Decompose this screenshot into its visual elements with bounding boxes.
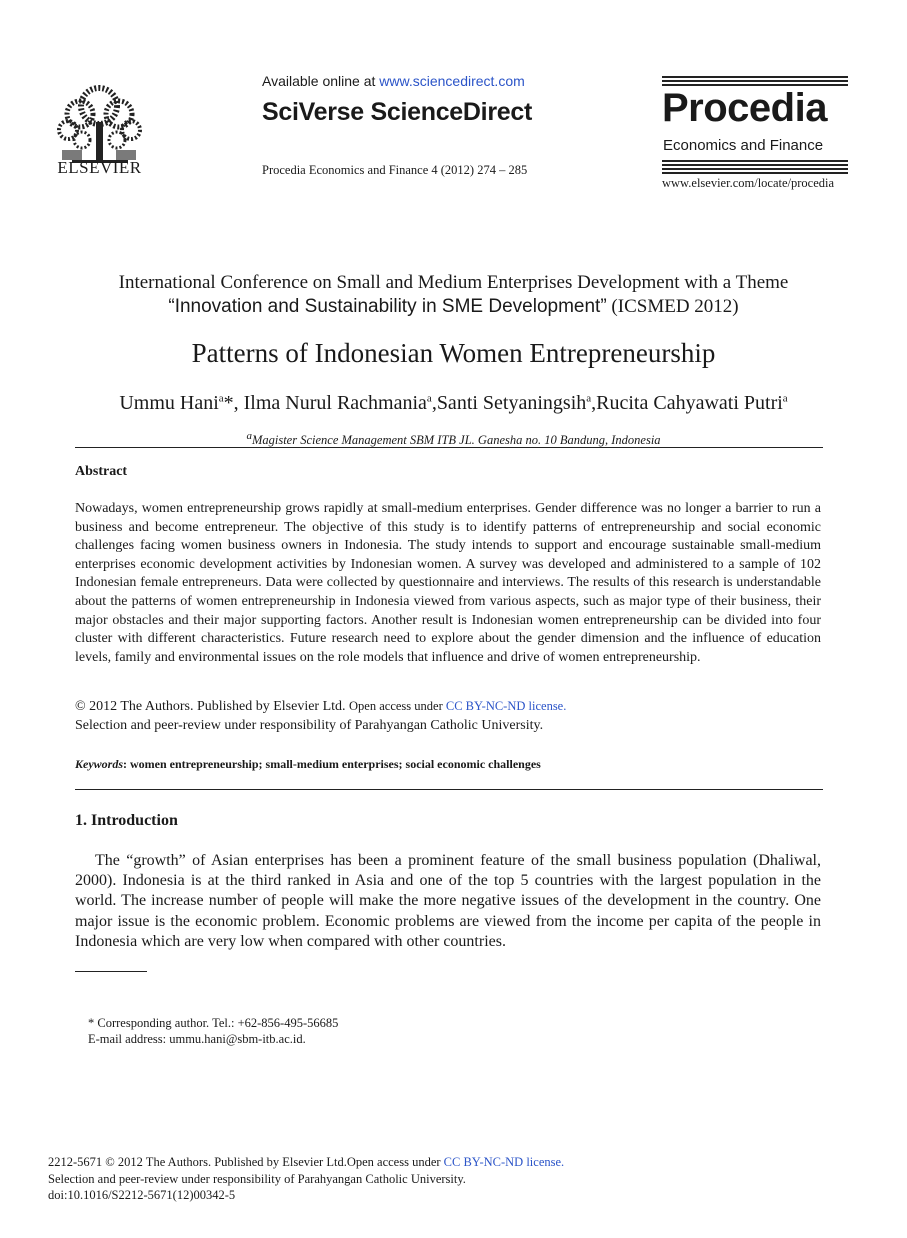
author-separator: *, (223, 392, 244, 414)
author-name: Santi Setyaningsih (436, 392, 587, 414)
copyright-line (75, 699, 566, 715)
available-prefix: Available online at (262, 73, 380, 89)
conference-name: International Conference on Small and Medium Enterprises Development with a Theme (118, 272, 789, 293)
bottom-peer-review: Selection and peer-review under responsibility of Parahyangan Catholic University. (48, 1172, 466, 1186)
author-affiliation-mark: a (426, 392, 432, 405)
author-affiliation-mark: a (782, 392, 788, 405)
introduction-heading: 1. Introduction (75, 812, 178, 829)
author-name: Rucita Cahyawati Putri (596, 392, 783, 414)
abstract-body: Nowadays, women entrepreneurship grows rapidly at small-medium enterprises. Gender difference was no longer a barrier to run a business and become entrepreneur. The objective of this study is to identify patterns of entrepreneurship and social economic challenges facing women business owners in Indonesia. The study intends to support and encourage sustainable small-medium enterprises economic development activities by Indonesian women. A survey was developed and administered to a sample of 102 Indonesian female entrepreneurs. Data were collected by questionnaire and interviews. The results of this research is understandable about the patterns of women entrepreneurship in Indonesia viewed from various aspects, such as major type of their business, their major obstacles and their major supporting factors. Another result is Indonesian women entrepreneurship can be divided into four cluster with different characteristics. Future research need to explore about the gender dimension and the influence of education levels, family and environmental issues on the role models that influence and drive of women entrepreneurship. (75, 501, 821, 665)
footnote-divider (75, 971, 147, 972)
copyright-text: © 2012 The Authors. Published by Elsevier Ltd. (75, 699, 350, 714)
author-affiliation-mark: a (218, 392, 224, 405)
paper-title: Patterns of Indonesian Women Entrepreneurship (191, 338, 716, 368)
doi[interactable]: doi:10.1016/S2212-5671(12)00342-5 (48, 1188, 236, 1202)
license-link[interactable]: CC BY-NC-ND license. (445, 699, 567, 713)
elsevier-wordmark: ELSEVIER (57, 158, 142, 177)
introduction-body: The “growth” of Asian enterprises has been a prominent feature of the small business population (Dhaliwal, 2000). Indonesia is at the third ranked in Asia and one of the top 5 countries with the largest population in the world. The increase number of people will make the more negative issues of the development in the country. One major issue is the economic problem. Economic problems are viewed from the income per capita of the people in Indonesia which are very low when compared with other countries. (75, 852, 821, 950)
available-online (262, 73, 525, 89)
procedia-rule-top (662, 76, 848, 86)
conference-acronym: (ICSMED 2012) (606, 296, 739, 317)
bottom-license-link[interactable]: CC BY-NC-ND license. (443, 1155, 565, 1169)
journal-reference: Procedia Economics and Finance 4 (2012) 274 – 285 (262, 163, 528, 177)
platform-name: SciVerse ScienceDirect (262, 98, 532, 126)
author-list (0, 392, 907, 415)
conference-theme: “Innovation and Sustainability in SME Development” (168, 296, 607, 317)
procedia-url[interactable]: www.elsevier.com/locate/procedia (662, 176, 835, 190)
affiliation-text: Magister Science Management SBM ITB JL. Ganesha no. 10 Bandung, Indonesia (251, 433, 661, 448)
affiliation-mark: a (246, 430, 252, 442)
peer-review-statement: Selection and peer-review under responsibility of Parahyangan Catholic University. (75, 718, 544, 733)
procedia-subtitle: Economics and Finance (663, 137, 824, 154)
keywords-list: : women entrepreneurship; small-medium enterprises; social economic challenges (123, 757, 541, 771)
abstract-divider (75, 789, 823, 790)
procedia-rule-bottom (662, 160, 848, 174)
procedia-title: Procedia (662, 86, 827, 130)
issn-text: 2212-5671 © 2012 The Authors. Published by Elsevier Ltd.Open access under (48, 1155, 444, 1169)
sciencedirect-link[interactable]: www.sciencedirect.com (379, 73, 525, 89)
open-access-prefix: Open access under (349, 699, 446, 713)
author-affiliation-mark: a (586, 392, 592, 405)
issn-copyright (48, 1155, 564, 1170)
conference-theme-line (0, 296, 907, 318)
corresponding-author: * Corresponding author. Tel.: +62-856-495-56685 (88, 1016, 339, 1030)
keywords-label: Keywords (75, 757, 123, 771)
author-name: Ummu Hani (119, 392, 219, 414)
author-email: E-mail address: ummu.hani@sbm-itb.ac.id. (88, 1032, 306, 1046)
author-separator: , (591, 392, 597, 414)
abstract-heading: Abstract (75, 464, 128, 479)
affiliation (0, 430, 907, 448)
author-name: Ilma Nurul Rachmania (243, 392, 427, 414)
header-divider (75, 447, 823, 448)
author-separator: , (431, 392, 437, 414)
keywords (75, 757, 541, 772)
